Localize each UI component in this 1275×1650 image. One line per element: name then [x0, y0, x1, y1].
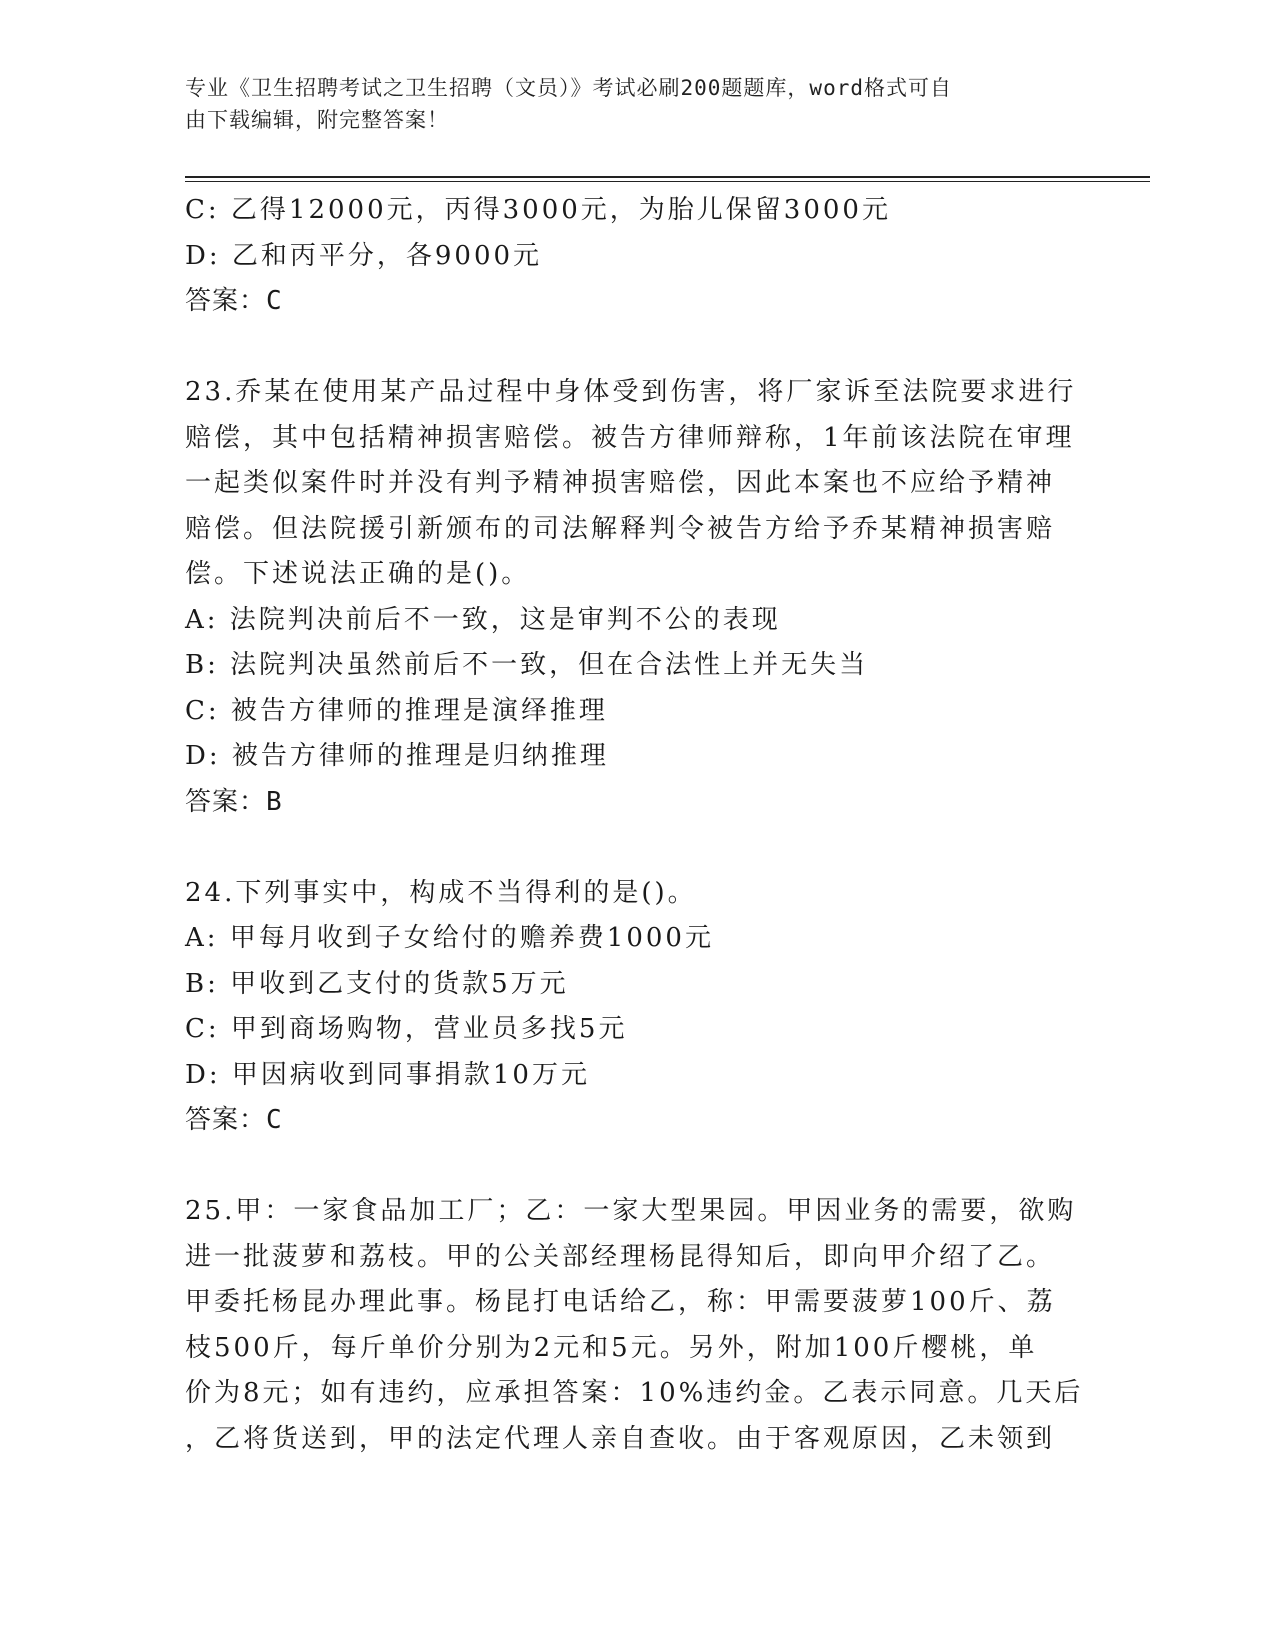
spacer [185, 1144, 1085, 1190]
q24-option-c: C: 甲到商场购物，营业员多找5元 [185, 1014, 628, 1044]
header-divider-thin [185, 181, 1150, 182]
q25-stem-line: 25.甲：一家食品加工厂；乙：一家大型果园。甲因业务的需要，欲购 [185, 1196, 1077, 1226]
q25-stem-line: 枝500斤，每斤单价分别为2元和5元。另外，附加100斤樱桃，单 [185, 1332, 1038, 1363]
q23-answer: 答案：B [185, 786, 283, 817]
q25-stem-line: 进一批菠萝和荔枝。甲的公关部经理杨昆得知后，即向甲介绍了乙。 [185, 1241, 1056, 1272]
q23-stem-line: 23.乔某在使用某产品过程中身体受到伤害，将厂家诉至法院要求进行 [185, 377, 1077, 407]
document-header [185, 72, 1065, 136]
q23-stem-line: 偿。下述说法正确的是()。 [185, 559, 531, 589]
q25-stem-line: 甲委托杨昆办理此事。杨昆打电话给乙，称：甲需要菠萝100斤、荔 [185, 1287, 1056, 1317]
q24-stem: 24.下列事实中，构成不当得利的是()。 [185, 877, 697, 908]
spacer [185, 325, 1085, 371]
q22-answer: 答案：C [185, 286, 283, 316]
q24-option-a: A: 甲每月收到子女给付的赡养费1000元 [185, 923, 714, 953]
q23-option-a: A: 法院判决前后不一致，这是审判不公的表现 [185, 604, 781, 635]
q23-stem-line: 一起类似案件时并没有判予精神损害赔偿，因此本案也不应给予精神 [185, 468, 1056, 498]
q23-option-b: B: 法院判决虽然前后不一致，但在合法性上并无失当 [185, 650, 869, 680]
q23-option-d: D: 被告方律师的推理是归纳推理 [185, 741, 609, 771]
q22-option-d: D: 乙和丙平分，各9000元 [185, 240, 543, 271]
header-divider [185, 176, 1150, 178]
header-title-line-2: 由下载编辑，附完整答案！ [185, 108, 449, 132]
q23-stem-line: 赔偿，其中包括精神损害赔偿。被告方律师辩称，1年前该法院在审理 [185, 422, 1075, 453]
spacer [185, 825, 1085, 871]
q24-option-d: D: 甲因病收到同事捐款10万元 [185, 1059, 590, 1090]
q25-stem-line: 价为8元；如有违约，应承担答案：10%违约金。乙表示同意。几天后 [185, 1378, 1084, 1408]
q24-answer: 答案：C [185, 1105, 283, 1135]
q23-option-c: C: 被告方律师的推理是演绎推理 [185, 695, 608, 726]
q22-option-c: C: 乙得12000元，丙得3000元，为胎儿保留3000元 [185, 195, 891, 225]
header-title-line-1: 专业《卫生招聘考试之卫生招聘（文员）》考试必刷200题题库，word格式可自 [185, 76, 952, 100]
document-body [185, 188, 1085, 1462]
q23-stem-line: 赔偿。但法院援引新颁布的司法解释判令被告方给予乔某精神损害赔 [185, 513, 1056, 544]
q25-stem-line: ，乙将货送到，甲的法定代理人亲自查收。由于客观原因，乙未领到 [185, 1423, 1056, 1454]
q24-option-b: B: 甲收到乙支付的货款5万元 [185, 968, 569, 999]
